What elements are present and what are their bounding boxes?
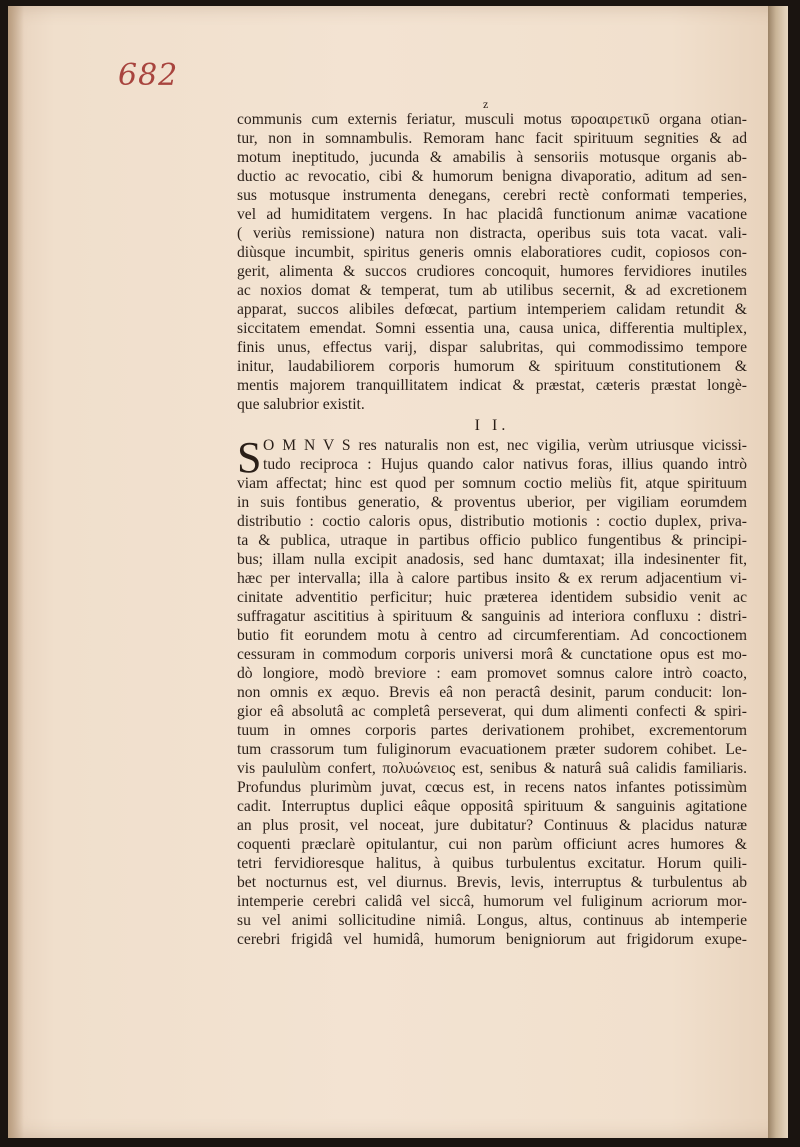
text-line: bet nocturnus est, vel diurnus. Brevis, levis, interruptus & turbulentus ab	[237, 874, 747, 891]
text-line: mentis majorem tranquillitatem indicat & præstat, cæteris præstat longè-	[237, 377, 747, 394]
text-line: gerit, alimenta & succos crudiores concoquit, humores fervidiores inutiles	[237, 263, 747, 280]
text-line: tudo reciproca : Hujus quando calor nativus foras, illius quando intrò	[263, 456, 747, 473]
text-line: ta & publica, utraque in partibus officio publico fungentibus & principi-	[237, 532, 747, 549]
text-line: cerebri frigidâ vel humidâ, humorum benigniorum aut frigidorum exupe-	[237, 931, 747, 948]
text-line: diùsque incumbit, spiritus generis omnis elaboratiores cudit, copiosos con-	[237, 244, 747, 261]
signature-mark: z	[483, 97, 489, 111]
text-line: sus motusque instrumenta denegans, cerebri rectè conformati temperies,	[237, 187, 747, 204]
text-line: finis unus, effectus varij, dispar salubritas, qui commodissimo tempore	[237, 339, 747, 356]
text-line: bus; illam nulla excipit anadosis, sed hanc dumtaxat; illa indesinenter fit,	[237, 551, 747, 568]
text-line: cessuram in commodum corporis universi morâ & cunctatione opus est mo-	[237, 646, 747, 663]
text-line: siccitatem emendat. Somni essentia una, causa unica, differentia multiplex,	[237, 320, 747, 337]
text-line: intemperie cerebri calidâ vel siccâ, humorum vel fuliginum acriorum mor-	[237, 893, 747, 910]
text-line: non omnis ex æquo. Brevis eâ non peractâ desinit, parum conducit: lon-	[237, 684, 747, 701]
text-line: an plus prosit, vel noceat, jure dubitatur? Continuus & placidus naturæ	[237, 817, 747, 834]
text-line: butio fit eorundem motu à centro ad circumferentiam. Ad concoctionem	[237, 627, 747, 644]
text-line: O M N V S res naturalis non est, nec vigilia, verùm utriusque vicissi-	[263, 437, 747, 454]
drop-cap: S	[237, 433, 262, 482]
book-spine	[768, 6, 788, 1138]
text-line: que salubrior existit.	[237, 396, 365, 413]
text-line: viam affectat; hinc est quod per somnum coctio meliùs fit, atque spirituum	[237, 475, 747, 492]
paragraph-1	[237, 110, 747, 414]
text-line: tuum in omnes corporis partes derivationem prohibet, excrementorum	[237, 722, 747, 739]
text-line: dò longiore, modò breviore : eam promovet somnus calore intrò coacto,	[237, 665, 747, 682]
text-line: tur, non in somnambulis. Remoram hanc facit spirituum segnities & ad	[237, 130, 747, 147]
text-line: gior eâ absolutâ ac completâ perseverat, qui dum alimenti confecti & spiri-	[237, 703, 747, 720]
text-line: coquenti præclarè opitulantur, cui non parùm officiunt acres humores &	[237, 836, 747, 853]
text-line: communis cum externis feriatur, musculi motus ϖροαιρετικῦ organa otian-	[237, 111, 747, 128]
paragraph-2	[237, 474, 747, 949]
text-line: tetri fervidioresque halitus, à quibus turbulentus excitatur. Horum quili-	[237, 855, 747, 872]
text-line: su vel animi sollicitudine nimiâ. Longus, altus, continuus ab intemperie	[237, 912, 747, 929]
handwritten-page-number: 682	[118, 58, 179, 93]
left-edge-shadow	[8, 6, 24, 1138]
text-line: apparat, succos alibiles defœcat, partium intemperiem calidam retundit &	[237, 301, 747, 318]
text-line: ( veriùs remissione) natura non distracta, operibus suis tota vacat. vali-	[237, 225, 747, 242]
text-line: distributio : coctio caloris opus, distributio motionis : coctio duplex, priva-	[237, 513, 747, 530]
text-line: vel ad humiditatem vergens. In hac placidâ functionum animæ vacatione	[237, 206, 747, 223]
text-line: suffragatur ascititius à spirituum & sanguinis ad interiora confluxu : distri-	[237, 608, 747, 625]
text-line: tum crassorum tum fuliginorum evacuationem præter sudorem cohibet. Le-	[237, 741, 747, 758]
text-line: motum ineptitudo, jucunda & amabilis à sensoriis motusque organis ab-	[237, 149, 747, 166]
text-line: cadit. Interruptus duplici eâque oppositâ spirituum & sanguinis agitatione	[237, 798, 747, 815]
text-line: cinitate adventitio perficitur; huic præterea identidem subsidio venit ac	[237, 589, 747, 606]
text-line: Profundus plurimùm juvat, cœcus est, in recens natos infantes potissimùm	[237, 779, 747, 796]
body-text	[237, 110, 747, 949]
text-line: ac noxios domat & temperat, tum ab utilibus secernit, & ad excretionem	[237, 282, 747, 299]
text-line: vis paululùm confert, πολυώνειος est, senibus & naturâ suâ calidis familiaris.	[237, 760, 747, 777]
text-line: in suis fontibus generatio, & proventus uberior, per vigiliam eorumdem	[237, 494, 747, 511]
paragraph-2-opening	[237, 433, 747, 482]
section-heading: I I.	[474, 417, 510, 434]
text-line: initur, laudabiliorem corporis humorum & spirituum constitutionem &	[237, 358, 747, 375]
text-line: ductio ac revocatio, cibi & humorum benigna divaporatio, aditum ad sen-	[237, 168, 747, 185]
text-line: hæc per intervalla; illa à calore partibus insito & ex rerum adjacentium vi-	[237, 570, 747, 587]
paragraph-2-first-lines	[237, 436, 747, 474]
